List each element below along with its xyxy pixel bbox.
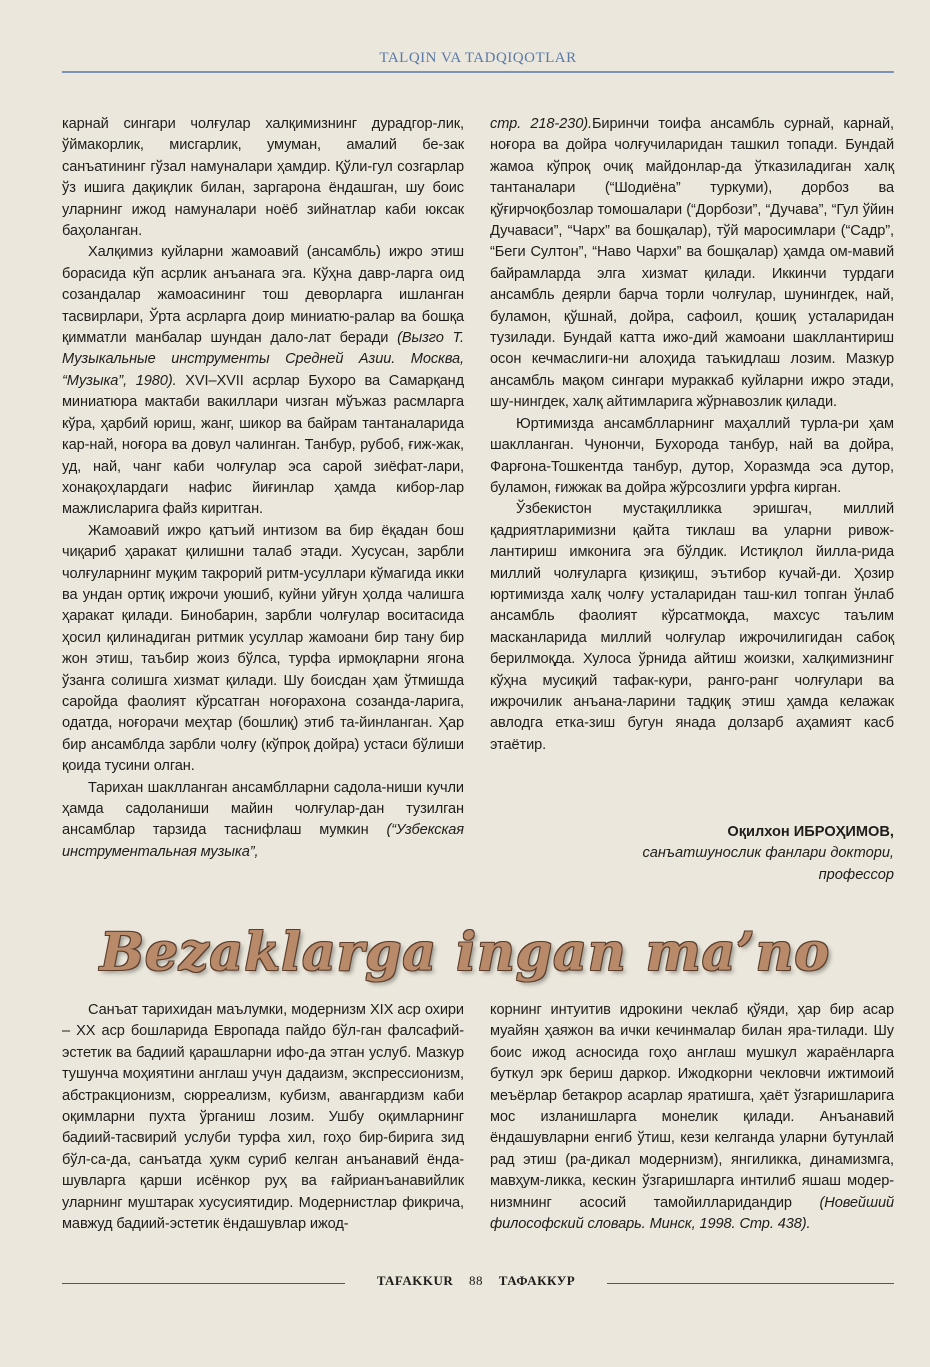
footer-rule-left	[62, 1283, 345, 1284]
article-title-banner	[60, 918, 870, 988]
top-right-column	[490, 114, 894, 756]
paragraph	[62, 778, 464, 864]
paragraph-text-continued: XVI–XVII асрлар Бухоро ва Самарқанд миниатюра мактаби вакиллари чизган мўъжаз расмларга кўра, ҳарбий юриш, жанг, шикор ва байрам тантаналарида кар-най, ноғора ва довул чалинган. Танбур, рубоб, ғиж-жак, уд, най, чанг каби чолғулар эса сарой зиёфат-лари, хонақоҳлардаги нафис йиғинлар ҳамда кибор-лар мажлисларига файз киритган.	[62, 372, 464, 518]
header-rule	[62, 71, 894, 73]
author-role-line-2: профессор	[818, 866, 894, 883]
footer-label	[355, 1273, 597, 1289]
author-role-line-1: санъатшунослик фанлари доктори,	[642, 845, 894, 862]
paragraph	[62, 242, 464, 520]
paragraph-text: карнай сингари чолғулар халқимизнинг дурадгор-лик, ўймакорлик, мисгарлик, умуман, амалий бе-зак санъатининг гўзал намуналари ҳамдир. Қўли-гул созгарлар ўз ишига дақиқлик билан, заргарона ёндашган, шу боис уларнинг ижод намуналари ноёб зийнатлар каби юксак баҳоланган.	[62, 116, 464, 240]
top-left-column	[62, 114, 464, 863]
paragraph-text: Ўзбекистон мустақилликка эришгач, миллий қадриятларимизни қайта тиклаш ва уларни ривож-лантириш имконига эга бўлдик. Истиқлол йилла-рида миллий чолғуларга қизиқиш, эътибор кучай-ди. Ҳозир юртимизда халқ чолғу усталаридан таш-кил топган ўнлаб ансамбль фаолият кўрсатмоқда, махсус таълим масканларида миллий чолғулар ижрочилигидан сабоқ берилмоқда. Хулоса ўрнида айтиш жоизки, халқимизнинг кўҳна мусиқий тафак-кури, ранго-ранг чолғулари ва ижрочилик анъана-ларини тадқиқ этиш ҳамда келажак авлодга етка-зиш бугун янада долзарб аҳамият касб этаётир.	[490, 501, 894, 753]
paragraph-text: Санъат тарихидан маълумки, модернизм XIX аср охири – XX аср бошларида Европада пайдо бўл-ган фалсафий-эстетик ва бадиий қарашларни ифо-да этган услуб. Мазкур тушунча моҳиятини англаш учун дадаизм, экспрессионизм, абстракционизм, сюрреализм, кубизм, авангардизм каби оқимларни пухта ўрганиш лозим. Ушбу оқимларнинг бадиий-тасвирий услуби турфа хил, гоҳо бир-бирига зид бўл-са-да, санъатда ҳукм суриб келган анъанавий ёнда-шувларга қарши исёнкор руҳ ва ғайрианъанавийлик уларнинг муштарак хусусиятидир. Модернистлар фикрича, мавжуд бадиий-эстетик ёндашувлар ижод-	[62, 1002, 464, 1233]
citation: (“Узбекская инструментальная музыка”,	[62, 822, 464, 860]
paragraph-text: Жамоавий ижро қатъий интизом ва бир ёқадан бош чиқариб ҳаракат қилишни талаб этади. Хусусан, зарбли чолғуларнинг муқим такрорий ритм-усуллари кўмагида икки ва ундан ортиқ ижрочи уюшиб, куйни уйғун ҳолда чалишга ҳаракат қилади. Бинобарин, зарбли чолғулар воситасида ҳосил қилинадиган ритмик усуллар жамоани бир тану бир жон этиш, таъбир жоиз бўлса, турфа ирмоқларни ягона ўзанга солишга хизмат қилади. Шу боисдан ҳам ўтмишда саройда фаолият кўрсатган ноғорахона созанда-ларига, одатда, ноғорачи меҳтар (бошлиқ) этиб та-йинланган. Ҳар бир ансамблда зарбли чолғу (кўпроқ дойра) устаси бўлиши қоида тусини олган.	[62, 522, 464, 775]
author-signature	[490, 822, 894, 886]
page-footer	[62, 1273, 894, 1293]
page-number: 88	[469, 1273, 484, 1288]
paragraph-text: Юртимизда ансамблларнинг маҳаллий турла-ри ҳам шаклланган. Чунончи, Бухорода танбур, най ва дойра, Фарғона-Тошкентда танбур, дутор, Хоразмда эса дутор, буламон, ғижжак ва дойра жўрсозлиги урфга кирган.	[490, 415, 894, 496]
paragraph-text: Халқимиз куйларни жамоавий (ансамбль) ижро этиш борасида кўп асрлик анъанага эга. Кўҳна давр-ларга оид созандалар жамоасининг тош деворларга ишланган тасвирлари, Ўрта асрларга доир миниатю-ралар ва бошқа қимматли манбалар шундан дало-лат беради	[62, 244, 464, 347]
footer-rule-right	[607, 1283, 894, 1284]
bottom-right-column	[490, 1000, 894, 1235]
section-title: TALQIN VA TADQIQOTLAR	[379, 50, 577, 66]
paragraph	[490, 414, 894, 500]
citation: (Новейший философский словарь. Минск, 1998. Стр. 438).	[490, 1194, 894, 1233]
paragraph-text: корнинг интуитив идрокини чеклаб қўяди, ҳар бир асар муайян ҳаяжон ва ички кечинмалар билан яра-тилади. Шу боис ижод асносида гоҳо англаш мушкул жараёнларга буткул эрк бериш даркор. Ижодкорни чекловчи ижтимоий меъёрлар бетакрор асарлар яратишга, ҳаёт ўзгаришларига мос изланишларга монелик қилади. Анъанавий ёндашувларни енгиб ўтиш, кези келганда уларни бутунлай рад этиш (ра-дикал модернизм), янгиликка, динамизмга, мавҳум-ликка, кескин ўзгаришларга интилиб яшаш модер-низмнинг асосий тамойилларидандир	[490, 1002, 894, 1211]
paragraph	[62, 114, 464, 242]
author-name: Оқилхон ИБРОҲИМОВ,	[727, 824, 894, 840]
paragraph	[62, 521, 464, 778]
citation: (Вызго Т. Музыкальные инструменты Средней Азии. Москва, “Музыка”, 1980).	[62, 330, 464, 389]
paragraph-text: Тарихан шаклланган ансамблларни садола-ниши кучли ҳамда садоланиши майин чолғулар-дан тузилган ансамблар тарзида таснифлаш мумкин	[62, 779, 464, 839]
paragraph-text-continued: Биринчи тоифа ансамбль сурнай, карнай, ноғора ва дойра чолғучиларидан ташкил топади. Бундай жамоа кўпроқ очиқ майдонлар-да ўтказиладиган халқ тантаналари (“Шодиёна” туркуми), дорбоз ва қўғирчоқбозлар томошалари (“Дорбози”, “Дучава”, “Гул ўйин Дучаваси”, “Чарх” ва бошқалар), тўй маросимлари (“Садр”, “Беги Султон”, “Наво Чархи” ва бошқалар) ҳамда ом-мавий байрамларда элга хизмат қилади. Иккинчи турдаги ансамбль деярли барча торли чолғулар, шунингдек, най, буламон, қўшнай, дойра, сафоил, қошиқ усталаридан тузилади. Бундай катта ижо-дий жамоани шакллантириш осон кечмаслиги-ни алоҳида таъкидлаш лозим. Мазкур ансамбль мақом сингари мураккаб куйларни ижро этади, шу-нингдек, халқ айтимларига жўрнавозлик қилади.	[490, 116, 894, 411]
paragraph	[490, 1000, 894, 1235]
paragraph	[490, 114, 894, 414]
footer-left-label: TAFAKKUR	[376, 1273, 454, 1288]
paragraph	[490, 499, 894, 756]
bottom-left-column	[62, 1000, 464, 1235]
article-title: Bezaklarga ingan ma’no	[99, 922, 831, 983]
citation: стр. 218-230).	[490, 116, 592, 132]
paragraph	[62, 1000, 464, 1235]
footer-right-label: ТАФАККУР	[498, 1273, 576, 1288]
page-header	[62, 50, 894, 76]
